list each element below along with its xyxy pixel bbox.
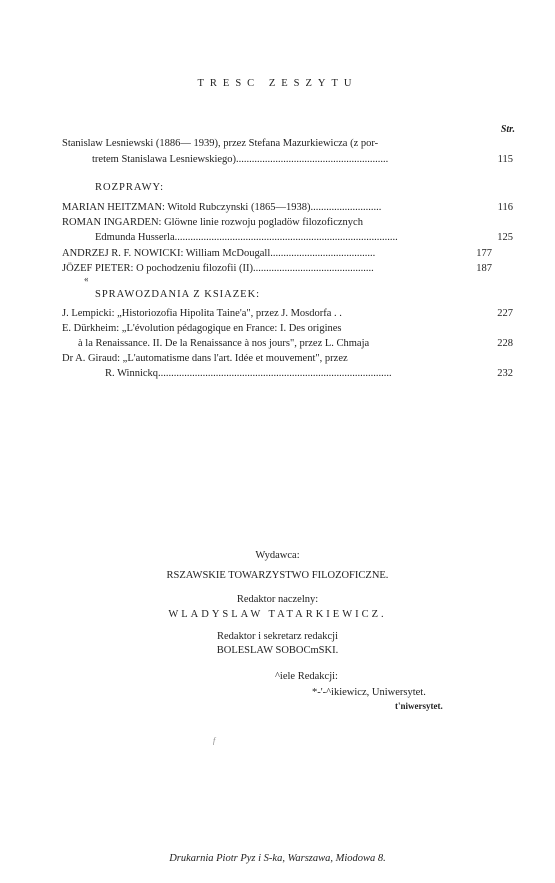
entry-page-number: 125: [497, 232, 513, 243]
editor-label: Redaktor naczelny:: [236, 594, 319, 605]
secretary-label: Redaktor i sekretarz redakcji: [217, 631, 338, 642]
entry-text: à la Renaissance. II. De la Renaissance à nos jours", przez L. Chmaja: [78, 338, 370, 349]
entry-text: E. Dürkheim: „L'évolution pédagogique en France: I. Des origines: [62, 323, 342, 334]
entry-text: Dr A. Giraud: „L'automatisme dans l'art. Idée et mouvement", przez: [62, 353, 348, 364]
intro-page-number: 115: [497, 154, 513, 165]
entry-page-number: 187: [476, 263, 492, 274]
office-label: ^iele Redakcji:: [275, 671, 338, 682]
toc-entry: [62, 263, 492, 276]
toc-entry: [62, 308, 513, 321]
intro-line-2: [92, 154, 513, 167]
toc-entry: [62, 353, 513, 366]
section-rozprawy-label: ROZPRAWY:: [95, 182, 165, 193]
publisher-label: Wydawca:: [255, 550, 300, 561]
printer-footer: Drukarnia Piotr Pyz i S-ka, Warszawa, Miodowa 8.: [169, 853, 386, 864]
entry-text: MARIAN HEITZMAN: Witold Rubczynski (1865—1938)...........................: [62, 202, 382, 213]
stray-mark: «: [84, 274, 89, 284]
toc-entry: [62, 202, 513, 215]
section-sprawozdania-label: SPRAWOZDANIA Z KSIAZEK:: [95, 289, 261, 300]
entry-text: ROMAN INGARDEN: Glöwne linie rozwoju pogladöw filozoficznych: [62, 217, 363, 228]
entry-page-number: 232: [497, 368, 513, 379]
entry-page-number: 116: [497, 202, 513, 213]
page-heading: TRESC ZESZYTU: [197, 78, 358, 89]
entry-text: Edmunda Husserla.....................................................................................: [95, 232, 398, 243]
small-mark: f: [213, 736, 216, 745]
entry-text: ANDRZEJ R. F. NOWICKI: William McDougall........................................: [62, 248, 376, 259]
toc-entry: [62, 217, 513, 230]
toc-entry-continued: [105, 368, 513, 381]
publisher-name: RSZAWSKIE TOWARZYSTWO FILOZOFICZNE.: [166, 570, 389, 581]
str-column-label: Str.: [500, 124, 515, 135]
entry-text: J. Lempicki: „Historiozofia Hipolita Taine'a", przez J. Mosdorfa . .: [62, 308, 342, 319]
entry-page-number: 228: [497, 338, 513, 349]
office-address: *-'-^ikiewicz, Uniwersytet.: [312, 687, 426, 698]
entry-text: JÖZEF PIETER: O pochodzeniu filozofii (II)..............................................: [62, 263, 374, 274]
toc-entry-continued: [78, 338, 513, 351]
intro-line-1: [62, 138, 513, 151]
editor-name: WLADYSLAW TATARKIEWICZ.: [168, 609, 387, 620]
intro-text-1: Stanislaw Lesniewski (1886— 1939), przez Stefana Mazurkiewicza (z por-: [62, 138, 379, 149]
toc-entry: [62, 323, 513, 336]
entry-page-number: 177: [476, 248, 492, 259]
entry-page-number: 227: [497, 308, 513, 319]
toc-entry-continued: [95, 232, 513, 245]
secretary-name: BOLESLAW SOBOCmSKI.: [216, 645, 339, 656]
toc-entry: [62, 248, 492, 261]
office-address-bold: t'niwersytet.: [395, 701, 443, 711]
entry-text: R. Winnickq.........................................................................................: [105, 368, 392, 379]
intro-text-2: tretem Stanislawa Lesniewskiego)..........................................................: [92, 154, 389, 165]
